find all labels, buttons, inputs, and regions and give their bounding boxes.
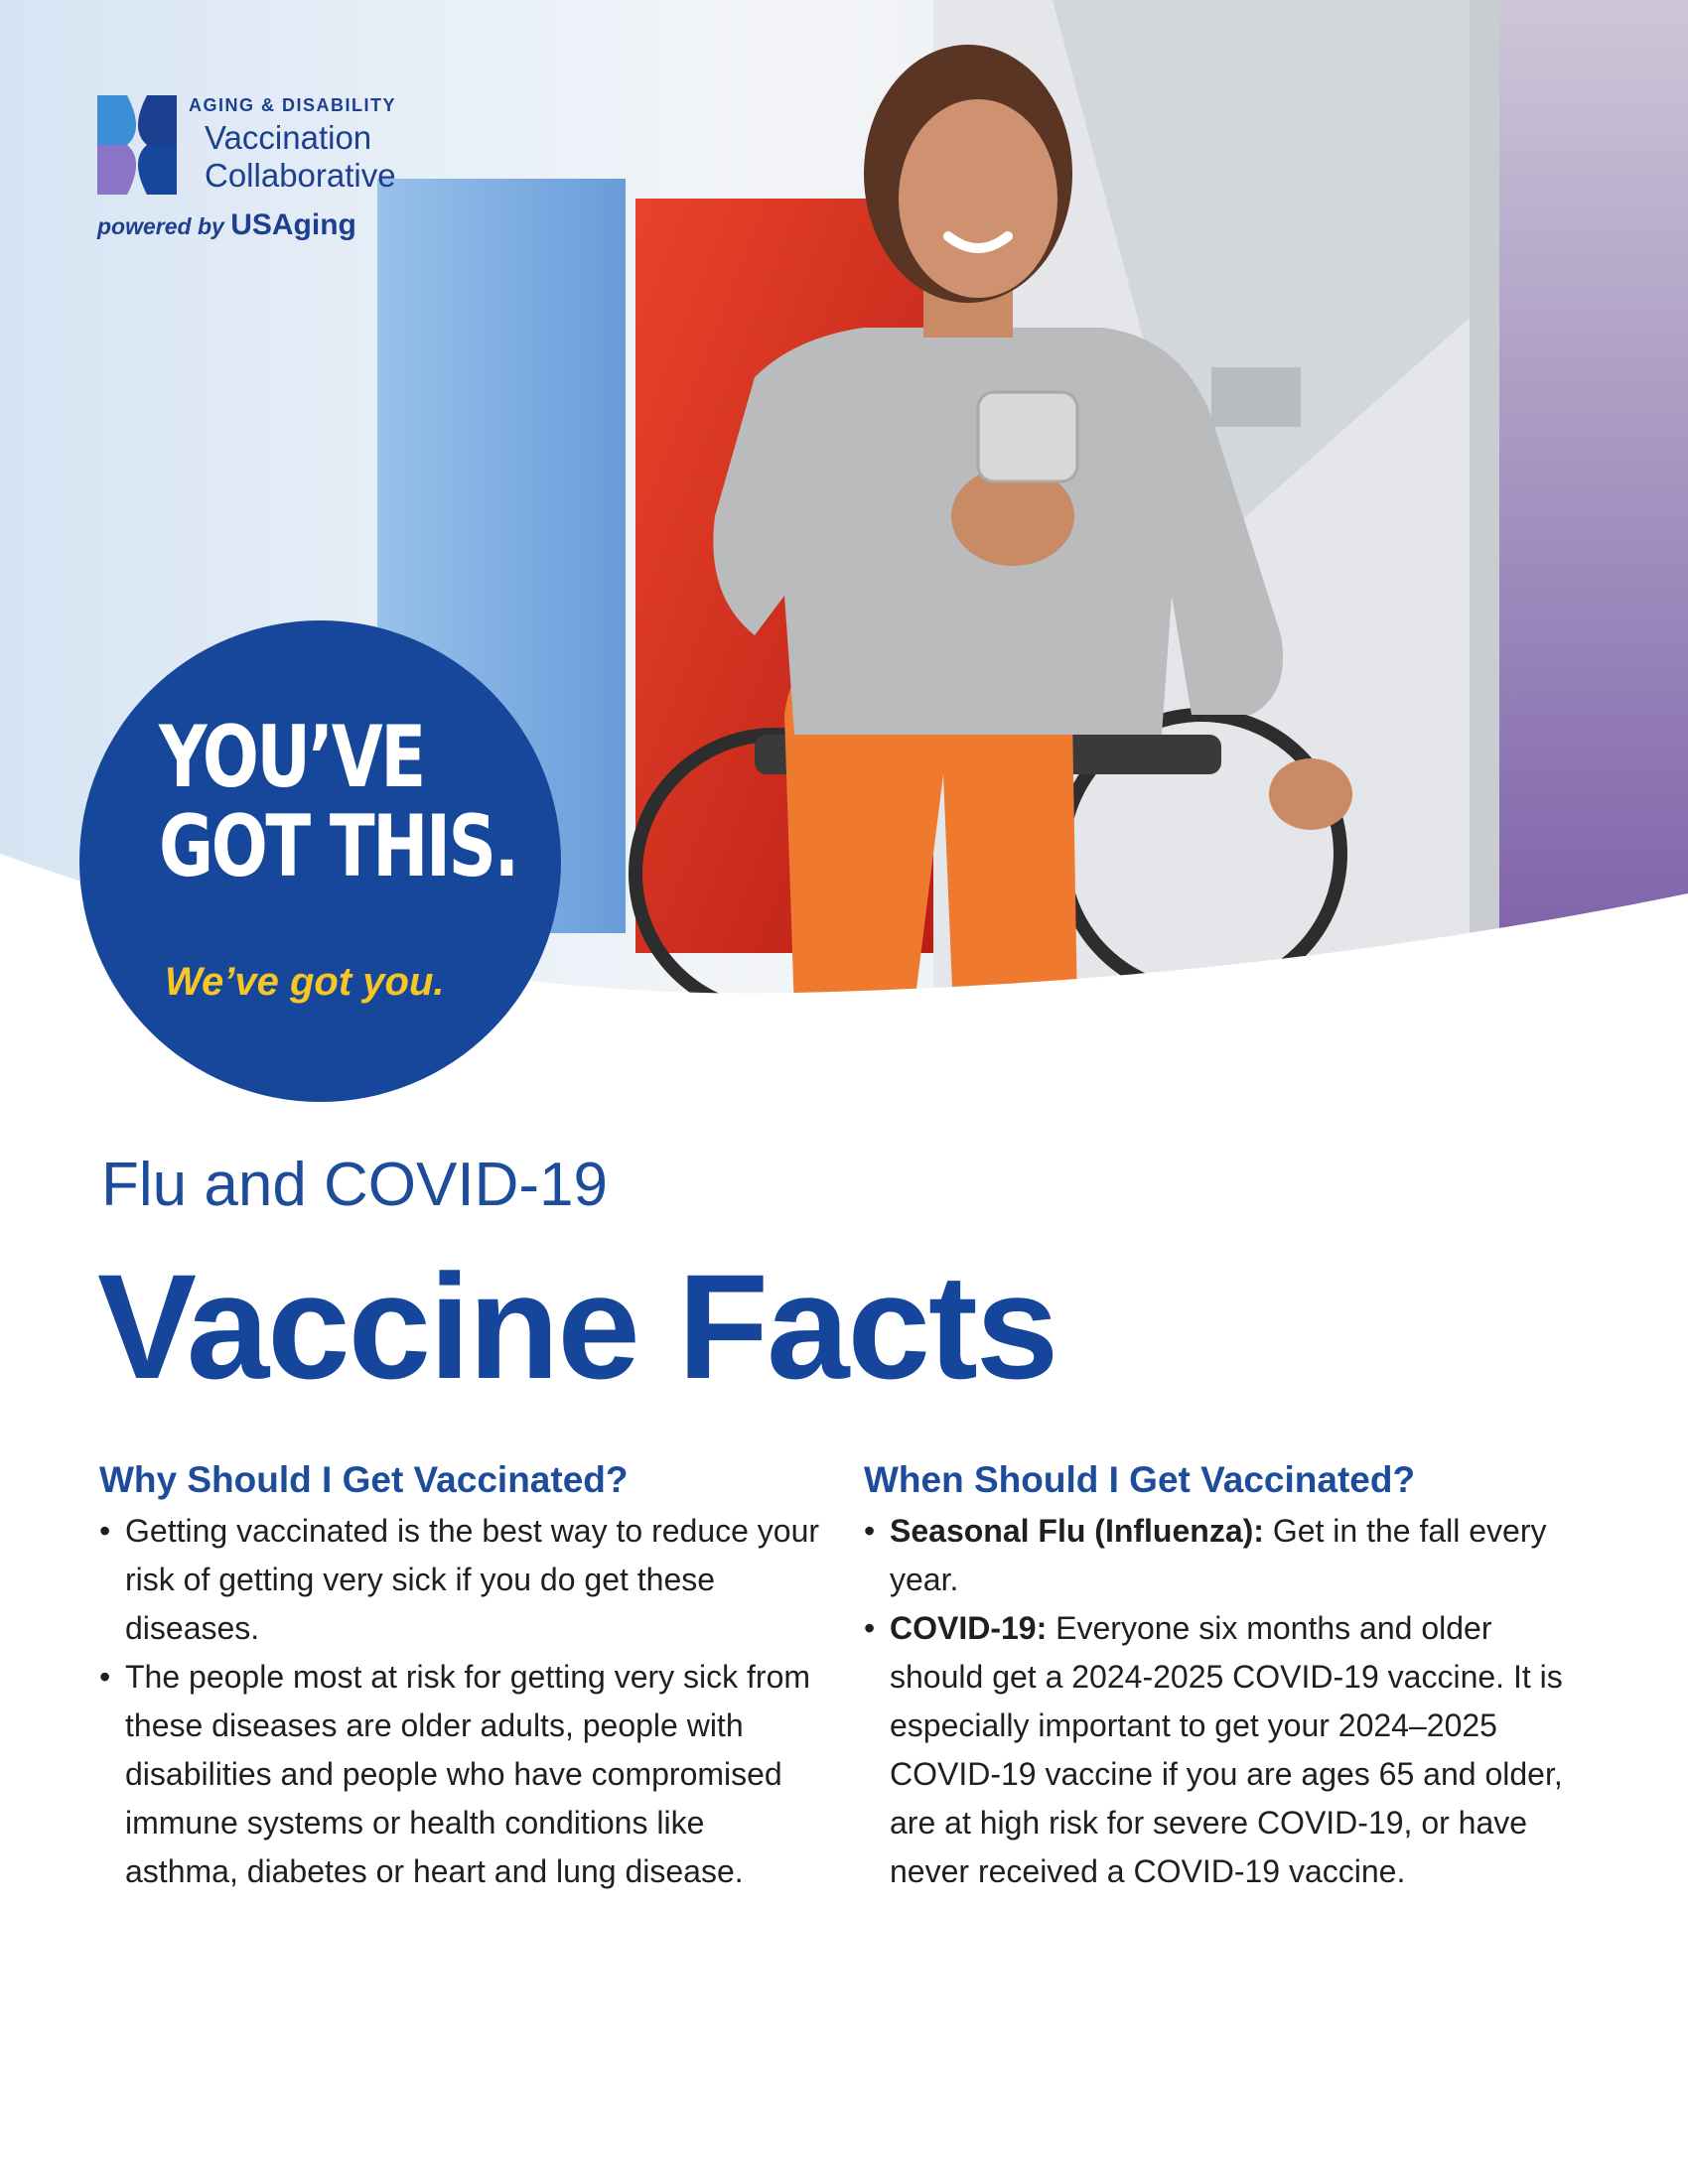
slogan-badge — [79, 620, 561, 1102]
page-subtitle: Flu and COVID-19 — [101, 1151, 608, 1219]
logo-name-line2: Collaborative — [205, 157, 396, 194]
when-item-flu-label: Seasonal Flu (Influenza): — [890, 1513, 1264, 1549]
logo-top-line: AGING & DISABILITY — [189, 95, 397, 115]
page-title: Vaccine Facts — [97, 1243, 1057, 1410]
when-item-covid — [864, 1604, 1579, 1896]
when-item-covid-label: COVID-19: — [890, 1610, 1048, 1646]
why-list — [99, 1507, 824, 1896]
partner-logo-text: USAging — [230, 208, 356, 241]
when-list — [864, 1507, 1579, 1896]
logo-name — [205, 119, 396, 195]
why-item-2: • The people most at risk for getting very sick from these diseases are older adults, people with disabilities and people who have compromised immune systems or health conditions like asthma, diabetes or heart and lung disease. — [99, 1653, 824, 1896]
collaborative-x-mark-icon — [97, 95, 177, 195]
when-section — [864, 1459, 1579, 1896]
when-item-flu — [864, 1507, 1579, 1604]
powered-by-label: powered by — [97, 213, 224, 239]
badge-line2: GOT THIS. — [159, 797, 517, 896]
when-heading: When Should I Get Vaccinated? — [864, 1459, 1416, 1500]
when-item-covid-text: Everyone six months and older should get a 2024-2025 COVID-19 vaccine. It is especially important to get your 2024–2025 COVID-19 vaccine if you are ages 65 and older, are at high risk for severe COVID-19, or have never received a COVID-19 vaccine. — [890, 1610, 1563, 1889]
badge-tagline: We’ve got you. — [165, 960, 445, 1004]
organization-logo — [97, 95, 455, 254]
why-section — [99, 1459, 824, 1896]
why-heading: Why Should I Get Vaccinated? — [99, 1459, 629, 1500]
powered-by — [97, 208, 356, 242]
badge-line1: YOU’VE — [159, 708, 424, 807]
when-item-flu-text: Get in the fall every year. — [890, 1513, 1547, 1597]
logo-name-line1: Vaccination — [205, 119, 372, 156]
why-item-1: • Getting vaccinated is the best way to reduce your risk of getting very sick if you do get these diseases. — [99, 1507, 824, 1653]
